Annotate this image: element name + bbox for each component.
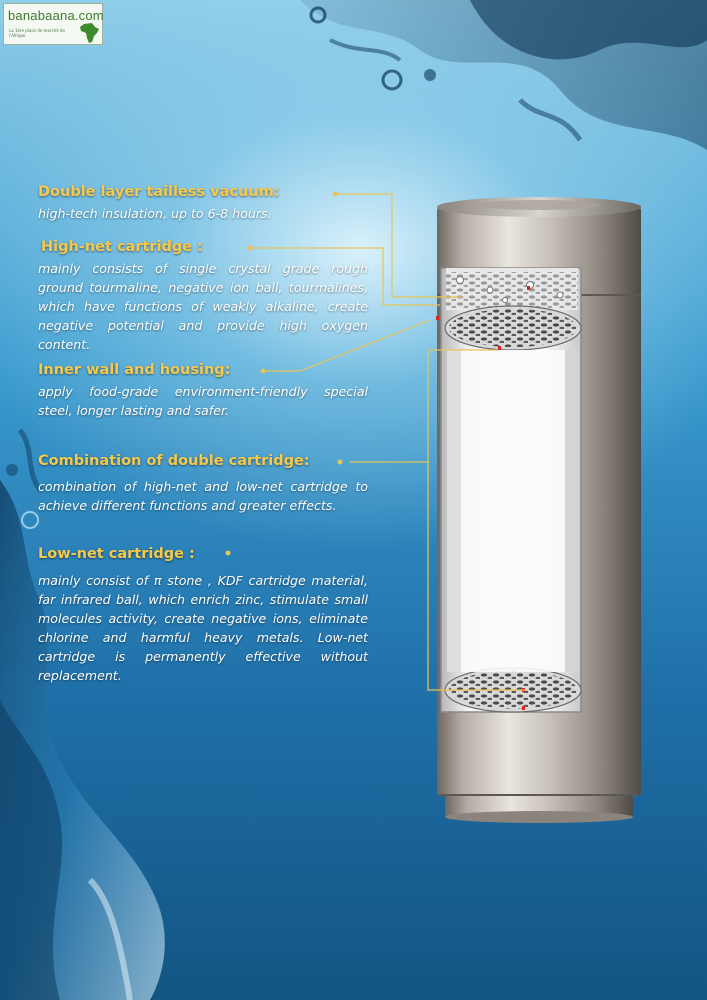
feature-heading-low-net: Low-net cartridge : <box>38 546 195 562</box>
logo-wordmark: banabaana.com <box>8 8 104 23</box>
feature-body-low-net: mainly consist of π stone , KDF cartridge material, far infrared ball, which enrich zinc, stimulate small molecules activity, create negative ions, eliminate chlorine and harmful heavy metals. Low-net cartridge is permanently effective without replacement. <box>38 573 368 683</box>
logo-tagline: La 1ère place de marché de l'Afrique <box>9 28 65 38</box>
feature-heading-double-cartridge: Combination of double cartridge: <box>38 453 310 469</box>
feature-heading-vacuum: Double layer tailless vacuum: <box>38 184 280 200</box>
feature-heading-high-net: High-net cartridge : <box>41 239 203 255</box>
feature-body-high-net: mainly consists of single crystal grade rough ground tourmaline, negative ion ball, tourmalines, which have functions of weakly alkaline, create negative potential and provide high oxygen content. <box>38 261 368 352</box>
feature-body-inner-wall: apply food-grade environment-friendly special steel, longer lasting and safer. <box>38 384 368 418</box>
feature-heading-inner-wall: Inner wall and housing: <box>38 362 231 378</box>
feature-body-vacuum: high-tech insulation, up to 6-8 hours. <box>38 206 272 221</box>
feature-body-double-cartridge: combination of high-net and low-net cartridge to achieve different functions and greater effects. <box>38 479 368 513</box>
